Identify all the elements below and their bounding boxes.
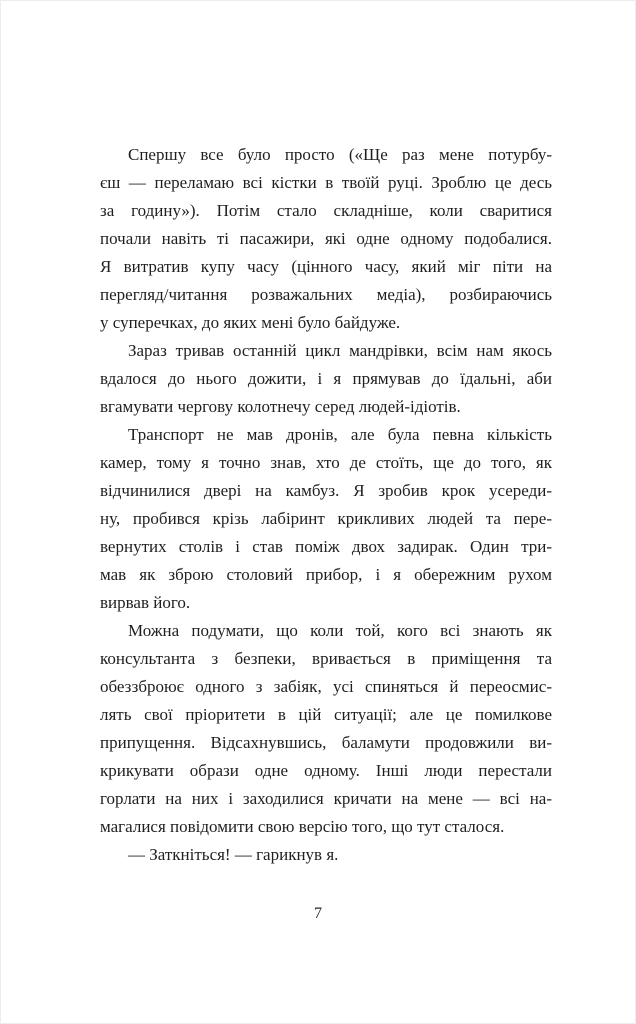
text-line: Транспорт не мав дронів, але була певна кількість	[128, 425, 552, 444]
paragraph	[100, 617, 552, 841]
text-line: горлати на них і заходилися кричати на мене — всі на-	[100, 789, 552, 808]
text-line: вдалося до нього дожити, і я прямував до їдальні, аби	[100, 369, 552, 388]
paragraph	[100, 141, 552, 337]
text-line: припущення. Відсахнувшись, баламути продовжили ви-	[100, 733, 552, 752]
text-line: — Заткніться! — гарикнув я.	[128, 845, 339, 864]
paragraph	[100, 337, 552, 421]
paragraph	[100, 421, 552, 617]
text-line: ну, пробився крізь лабіринт крикливих людей та пере-	[100, 509, 552, 528]
text-line: Можна подумати, що коли той, кого всі знають як	[128, 621, 552, 640]
text-line: відчинилися двері на камбуз. Я зробив крок усереди-	[100, 481, 552, 500]
text-line: магалися повідомити свою версію того, що тут сталося.	[100, 817, 505, 836]
text-line: перегляд/читання розважальних медіа), розбираючись	[100, 285, 552, 304]
text-line: консультанта з безпеки, вривається в приміщення та	[100, 649, 552, 668]
text-line: вирвав його.	[100, 593, 191, 612]
text-line: лять свої пріоритети в цій ситуації; але це помилкове	[100, 705, 552, 724]
text-line: вернутих столів і став поміж двох задирак. Один три-	[100, 537, 552, 556]
text-line: камер, тому я точно знав, хто де стоїть, ще до того, як	[100, 453, 552, 472]
text-line: у суперечках, до яких мені було байдуже.	[100, 313, 401, 332]
page-text	[100, 141, 552, 869]
paragraph	[100, 841, 552, 869]
text-line: Я витратив купу часу (цінного часу, який міг піти на	[100, 257, 552, 276]
text-line: обеззброює одного з забіяк, усі спиняться й переосмис-	[100, 677, 552, 696]
text-line: єш — переламаю всі кістки в твоїй руці. Зроблю це десь	[100, 173, 552, 192]
text-line: вгамувати чергову колотнечу серед людей-ідіотів.	[100, 397, 461, 416]
page-number: 7	[314, 905, 322, 922]
text-line: мав як зброю столовий прибор, і я обережним рухом	[100, 565, 552, 584]
text-line: Зараз тривав останній цикл мандрівки, всім нам якось	[128, 341, 552, 360]
text-line: за годину»). Потім стало складніше, коли сваритися	[100, 201, 552, 220]
text-line: почали навіть ті пасажири, які одне одному подобалися.	[100, 229, 552, 248]
text-line: Спершу все було просто («Ще раз мене потурбу-	[128, 145, 552, 164]
text-line: крикувати образи одне одному. Інші люди перестали	[100, 761, 552, 780]
